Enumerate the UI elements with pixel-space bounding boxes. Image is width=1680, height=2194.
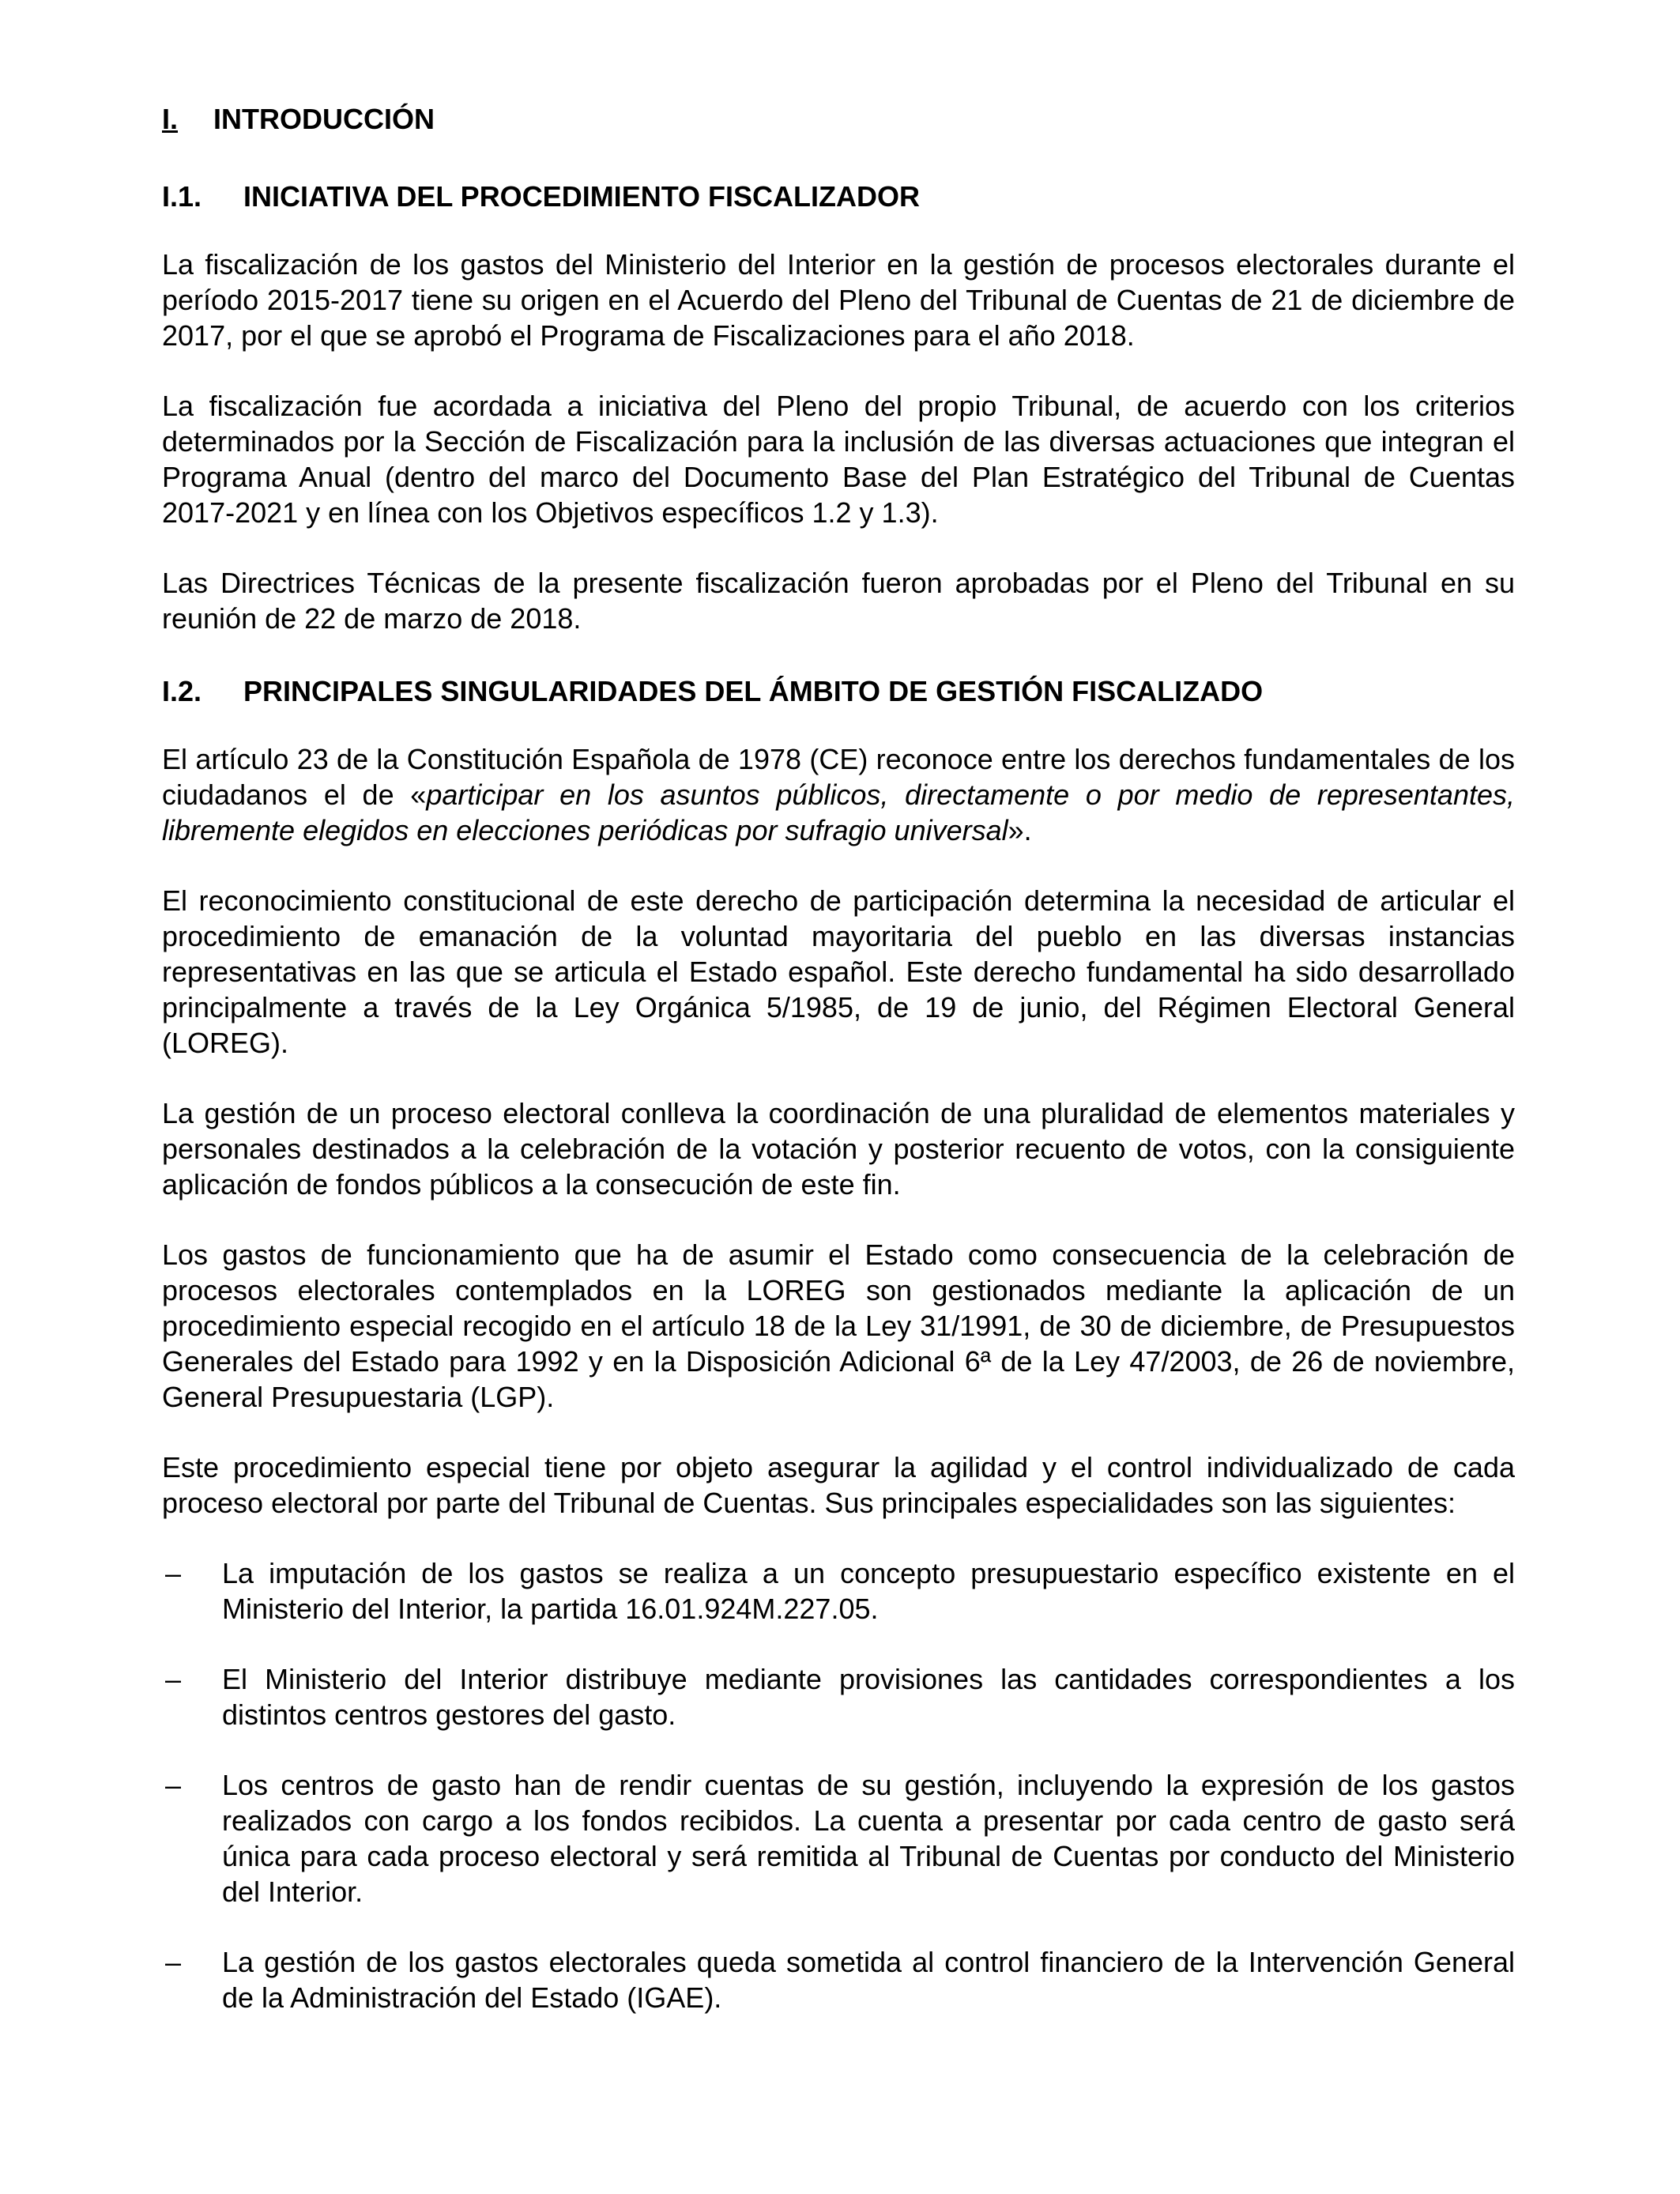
paragraph: La fiscalización de los gastos del Ministerio del Interior en la gestión de procesos electorales durante el período 2015-2017 tiene su origen en el Acuerdo del Pleno del Tribunal de Cuentas de 21 de diciembre de 2017, por el que se aprobó el Programa de Fiscalizaciones para el año 2018. <box>162 248 1515 352</box>
document-page <box>162 101 1515 2050</box>
paragraph-text: El artículo 23 de la Constitución Española de 1978 (CE) reconoce entre los derechos fundamentales de los ciudadanos el de « <box>162 743 1515 811</box>
paragraph: Los gastos de funcionamiento que ha de asumir el Estado como consecuencia de la celebración de procesos electorales contemplados en la LOREG son gestionados mediante la aplicación de un procedimiento especial recogido en el artículo 18 de la Ley 31/1991, de 30 de diciembre, de Presupuestos Generales del Estado para 1992 y en la Disposición Adicional 6ª de la Ley 47/2003, de 26 de noviembre, General Presupuestaria (LGP). <box>162 1238 1515 1413</box>
dash-bullet-icon: – <box>165 1557 182 1589</box>
list-item <box>162 1661 1515 1732</box>
specialties-list <box>162 1555 1515 2015</box>
paragraph: La gestión de un proceso electoral conlleva la coordinación de una pluralidad de elementos materiales y personales destinados a la celebración de la votación y posterior recuento de votos, con la consiguiente aplicación de fondos públicos a la consecución de este fin. <box>162 1097 1515 1201</box>
dash-bullet-icon: – <box>165 1769 182 1801</box>
section-title: INTRODUCCIÓN <box>213 103 435 135</box>
paragraph: La fiscalización fue acordada a iniciativa del Pleno del propio Tribunal, de acuerdo con los criterios determinados por la Sección de Fiscalización para la inclusión de las diversas actuaciones que integran el Programa Anual (dentro del marco del Documento Base del Plan Estratégico del Tribunal de Cuentas 2017-2021 y en línea con los Objetivos específicos 1.2 y 1.3). <box>162 390 1515 529</box>
paragraph: El reconocimiento constitucional de este derecho de participación determina la necesidad de articular el procedimiento de emanación de la voluntad mayoritaria del pueblo en las diversas instancias representativas en las que se articula el Estado español. Este derecho fundamental ha sido desarrollado principalmente a través de la Ley Orgánica 5/1985, de 19 de junio, del Régimen Electoral General (LOREG). <box>162 884 1515 1059</box>
list-item-text: El Ministerio del Interior distribuye mediante provisiones las cantidades correspondientes a los distintos centros gestores del gasto. <box>222 1663 1515 1731</box>
section-number: I. <box>162 103 179 135</box>
list-item-text: La imputación de los gastos se realiza a un concepto presupuestario específico existente en el Ministerio del Interior, la partida 16.01.924M.227.05. <box>222 1557 1515 1625</box>
dash-bullet-icon: – <box>165 1946 182 1978</box>
subsection-title: PRINCIPALES SINGULARIDADES DEL ÁMBITO DE GESTIÓN FISCALIZADO <box>243 675 1264 707</box>
constitution-quote: participar en los asuntos públicos, directamente o por medio de representantes, libremente elegidos en elecciones periódicas por sufragio universal <box>162 778 1515 846</box>
list-item <box>162 1767 1515 1909</box>
paragraph-text: ». <box>1008 814 1032 846</box>
subsection-title: INICIATIVA DEL PROCEDIMIENTO FISCALIZADOR <box>243 180 921 213</box>
section-heading <box>162 101 1515 138</box>
list-item-text: Los centros de gasto han de rendir cuentas de su gestión, incluyendo la expresión de los gastos realizados con cargo a los fondos recibidos. La cuenta a presentar por cada centro de gasto será única para cada proceso electoral y será remitida al Tribunal de Cuentas por conducto del Ministerio del Interior. <box>222 1769 1515 1908</box>
list-item <box>162 1555 1515 1627</box>
dash-bullet-icon: – <box>165 1663 182 1695</box>
list-item-text: La gestión de los gastos electorales queda sometida al control financiero de la Intervención General de la Administración del Estado (IGAE). <box>222 1946 1515 2014</box>
paragraph: Las Directrices Técnicas de la presente fiscalización fueron aprobadas por el Pleno del Tribunal en su reunión de 22 de marzo de 2018. <box>162 567 1515 635</box>
list-item <box>162 1944 1515 2015</box>
subsection-heading-2 <box>162 673 1515 710</box>
subsection-heading-1 <box>162 179 1515 215</box>
subsection-number: I.2. <box>162 675 202 707</box>
paragraph: Este procedimiento especial tiene por objeto asegurar la agilidad y el control individualizado de cada proceso electoral por parte del Tribunal de Cuentas. Sus principales especialidades son las siguientes: <box>162 1451 1515 1519</box>
subsection-number: I.1. <box>162 180 202 213</box>
paragraph-constitution-quote <box>162 741 1515 848</box>
